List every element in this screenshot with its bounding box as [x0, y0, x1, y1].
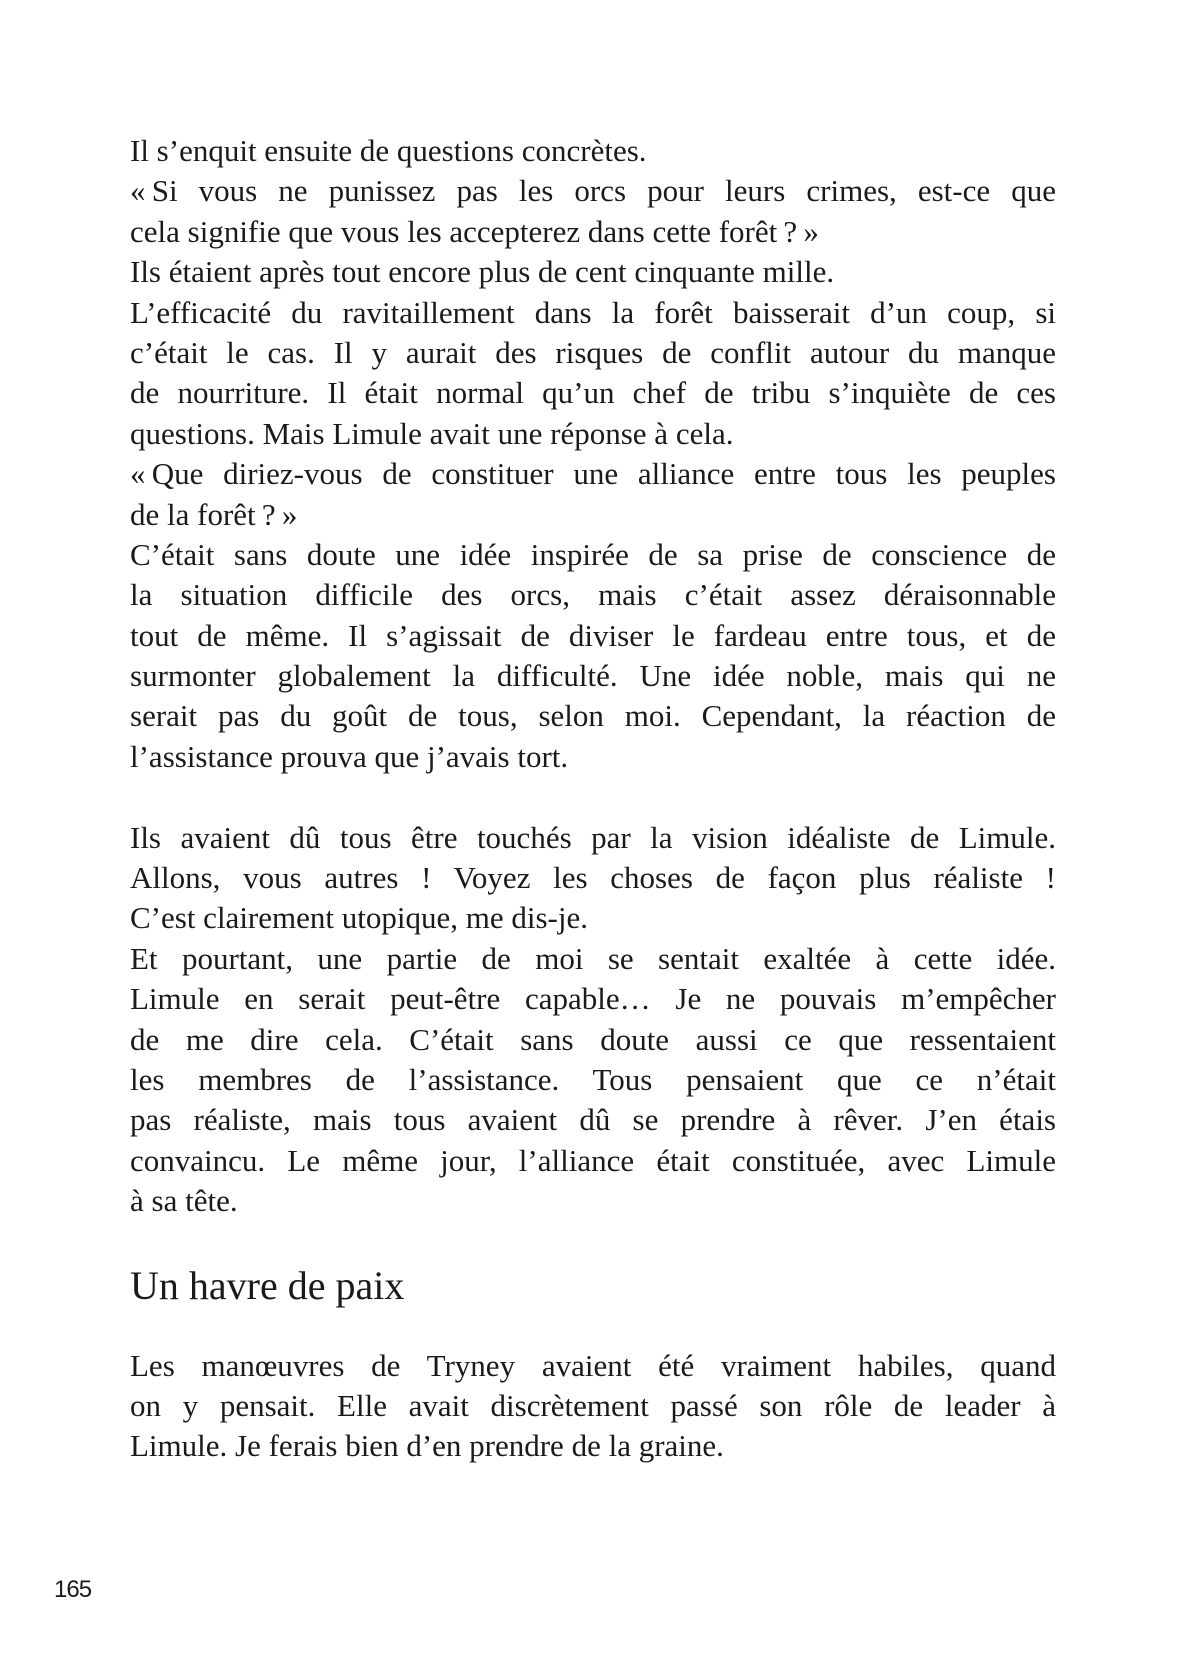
text-line: les membres de l’assistance. Tous pensaient que ce n’était	[130, 1061, 1056, 1097]
text-line: tout de même. Il s’agissait de diviser le fardeau entre tous, et de	[130, 617, 1056, 653]
paragraph-spacer	[130, 777, 1056, 817]
text-line: Il s’enquit ensuite de questions concrètes.	[130, 133, 647, 168]
text-line: C’était sans doute une idée inspirée de sa prise de conscience de	[130, 536, 1056, 572]
text-line: de nourriture. Il était normal qu’un chef de tribu s’inquiète de ces	[130, 375, 1056, 411]
text-line: Allons, vous autres ! Voyez les choses de façon plus réaliste !	[130, 860, 1056, 896]
text-line: « Que diriez-vous de constituer une alliance entre tous les peuples	[130, 456, 1056, 492]
text-line: « Si vous ne punissez pas les orcs pour leurs crimes, est-ce que	[130, 173, 1056, 209]
paragraph-block-2	[130, 818, 1056, 1222]
text-line: cela signifie que vous les accepterez dans cette forêt ? »	[130, 213, 819, 249]
text-line: questions. Mais Limule avait une réponse à cela.	[130, 415, 734, 451]
text-line: pas réaliste, mais tous avaient dû se prendre à rêver. J’en étais	[130, 1102, 1056, 1138]
text-line: C’est clairement utopique, me dis-je.	[130, 900, 588, 936]
text-line: la situation difficile des orcs, mais c’était assez déraisonnable	[130, 577, 1056, 613]
text-line: Les manœuvres de Tryney avaient été vraiment habiles, quand	[130, 1347, 1056, 1383]
text-line: de me dire cela. C’était sans doute aussi ce que ressentaient	[130, 1021, 1056, 1057]
page-number: 165	[54, 1576, 92, 1603]
paragraph-block-3	[130, 1346, 1056, 1467]
page-body	[130, 131, 1056, 1467]
text-line: Ils étaient après tout encore plus de cent cinquante mille.	[130, 254, 835, 290]
text-line: Limule en serait peut-être capable… Je ne pouvais m’empêcher	[130, 981, 1056, 1017]
text-line: convaincu. Le même jour, l’alliance était constituée, avec Limule	[130, 1142, 1056, 1178]
text-line: L’efficacité du ravitaillement dans la forêt baisserait d’un coup, si	[130, 294, 1056, 330]
text-line: Et pourtant, une partie de moi se sentait exaltée à cette idée.	[130, 940, 1056, 976]
paragraph-block-1	[130, 131, 1056, 777]
text-line: Ils avaient dû tous être touchés par la vision idéaliste de Limule.	[130, 819, 1056, 855]
text-line: c’était le cas. Il y aurait des risques de conflit autour du manque	[130, 334, 1056, 370]
text-line: on y pensait. Elle avait discrètement passé son rôle de leader à	[130, 1387, 1056, 1423]
text-line: à sa tête.	[130, 1183, 238, 1219]
text-line: Limule. Je ferais bien d’en prendre de la graine.	[130, 1428, 724, 1464]
text-line: serait pas du goût de tous, selon moi. Cependant, la réaction de	[130, 698, 1056, 734]
section-heading: Un havre de paix	[130, 1262, 405, 1308]
text-line: surmonter globalement la difficulté. Une idée noble, mais qui ne	[130, 658, 1056, 694]
text-line: l’assistance prouva que j’avais tort.	[130, 738, 569, 774]
text-line: de la forêt ? »	[130, 496, 298, 532]
